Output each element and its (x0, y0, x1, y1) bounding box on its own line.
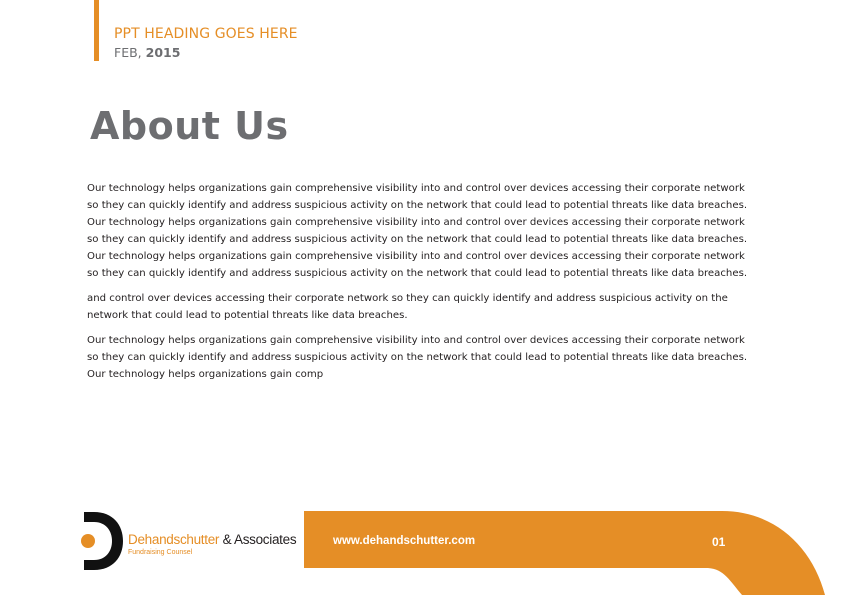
footer-band-shape (304, 511, 841, 595)
company-tagline: Fundraising Counsel (128, 549, 193, 556)
date-separator: , (137, 45, 146, 60)
company-name-rest: & Associates (219, 532, 297, 547)
paragraph: Our technology helps organizations gain comprehensive visibility into and control over devices accessing their corporate network so they can quickly identify and address suspicious activity on the network that could lead to potential threats like data breaches. Our technology helps organizations gain comprehensive visibility into and control over devices accessing their corporate network so they can quickly identify and address suspicious activity on the network that could lead to potential threats like data breaches. Our technology helps organizations gain comprehensive visibility into and control over devices accessing their corporate network so they can quickly identify and address suspicious activity on the network that could lead to potential threats like data breaches. (87, 183, 748, 279)
page-number: 01 (712, 535, 726, 549)
page-title: About Us (90, 104, 289, 148)
date-line (114, 45, 180, 60)
logo-d-icon (80, 511, 124, 571)
ppt-heading: PPT HEADING GOES HERE (114, 26, 298, 42)
header-accent-bar (94, 0, 99, 61)
footer-band (304, 511, 841, 595)
body-text (87, 180, 749, 391)
company-name-first: Dehandschutter (128, 532, 220, 547)
paragraph: and control over devices accessing their corporate network so they can quickly identify and address suspicious activity on the network that could lead to potential threats like data breaches. (87, 293, 728, 321)
company-name (128, 532, 296, 547)
date-month: FEB (114, 45, 138, 60)
paragraph: Our technology helps organizations gain comprehensive visibility into and control over devices accessing their corporate network so they can quickly identify and address suspicious activity on the network that could lead to potential threats like data breaches. Our technology helps organizations gain comp (87, 335, 748, 380)
date-year: 2015 (145, 45, 181, 60)
company-logo (80, 511, 300, 573)
website-link[interactable]: www.dehandschutter.com (333, 535, 476, 547)
